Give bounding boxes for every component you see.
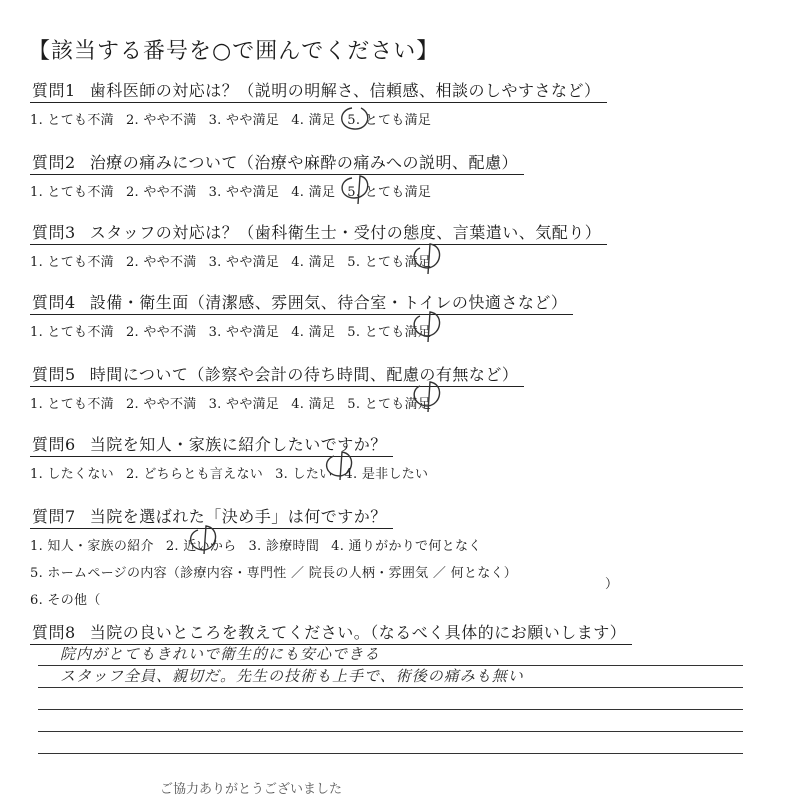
option-5[interactable]: 5. ホームページの内容（診療内容・専門性 ／ 院長の人柄・雰囲気 ／ 何となく） [30, 566, 518, 581]
option-1[interactable]: 1. とても不満 [30, 397, 114, 412]
answer-line-5[interactable] [38, 732, 743, 754]
handwritten-answer-2: スタッフ全員、親切だ。先生の技術も上手で、術後の痛みも無い [60, 667, 524, 685]
question-text: 治療の痛みについて（治療や麻酔の痛みへの説明、配慮） [89, 153, 519, 172]
options [30, 321, 573, 340]
question-3 [30, 220, 607, 270]
option-4[interactable]: 4. 通りがかりで何となく [331, 539, 482, 554]
option-3[interactable]: 3. 診療時間 [248, 539, 320, 554]
options-row-1 [30, 535, 517, 554]
options [30, 393, 524, 412]
page-title: 【該当する番号を○で囲んでください】 [28, 39, 440, 64]
question-6 [30, 432, 440, 482]
question-number: 質問4 [32, 293, 76, 312]
option-2[interactable]: 2. どちらとも言えない [125, 467, 264, 482]
option-5[interactable]: 5. とても満足 [347, 397, 432, 412]
answer-line-1[interactable] [38, 644, 743, 666]
question-number: 質問7 [32, 507, 76, 526]
question-number: 質問3 [32, 223, 76, 242]
option-4[interactable]: 4. 満足 [291, 255, 336, 270]
question-4 [30, 290, 573, 340]
option-3[interactable]: 3. やや満足 [208, 397, 280, 412]
option-4[interactable]: 4. 是非したい [344, 467, 429, 482]
option-2[interactable]: 2. やや不満 [125, 185, 197, 200]
option-4[interactable]: 4. 満足 [291, 325, 336, 340]
handwritten-answer-1: 院内がとてもきれいで衛生的にも安心できる [60, 645, 381, 663]
option-1[interactable]: 1. したくない [30, 467, 114, 482]
question-8 [30, 620, 632, 645]
question-number: 質問2 [32, 153, 76, 172]
question-text: 当院の良いところを教えてください。（なるべく具体的にお願いします） [89, 623, 627, 642]
options [30, 181, 524, 200]
option-3[interactable]: 3. したい [275, 467, 333, 482]
question-7 [30, 504, 517, 608]
option-1[interactable]: 1. とても不満 [30, 255, 114, 270]
question-number: 質問8 [32, 623, 76, 642]
question-5 [30, 362, 524, 412]
answer-line-2[interactable] [38, 666, 743, 688]
question-number: 質問6 [32, 435, 76, 454]
question-2 [30, 150, 524, 200]
answer-line-3[interactable] [38, 688, 743, 710]
question-text: 設備・衛生面（清潔感、雰囲気、待合室・トイレの快適さなど） [89, 293, 568, 312]
other-close-paren: ） [605, 577, 619, 592]
options [30, 463, 440, 482]
option-5[interactable]: 5. とても満足 [347, 185, 432, 200]
question-text: 当院を知人・家族に紹介したいですか？ [89, 435, 387, 454]
answer-lines [38, 644, 743, 754]
option-3[interactable]: 3. やや満足 [208, 325, 280, 340]
option-3[interactable]: 3. やや満足 [208, 255, 280, 270]
option-3[interactable]: 3. やや満足 [208, 185, 280, 200]
options [30, 251, 607, 270]
option-1[interactable]: 1. とても不満 [30, 325, 114, 340]
option-3[interactable]: 3. やや満足 [208, 113, 280, 128]
option-2[interactable]: 2. やや不満 [125, 397, 197, 412]
options [30, 109, 607, 128]
option-5[interactable]: 5. とても満足 [347, 113, 432, 128]
question-number: 質問1 [32, 81, 76, 100]
option-4[interactable]: 4. 満足 [291, 185, 336, 200]
option-4[interactable]: 4. 満足 [291, 113, 336, 128]
question-text: 当院を選ばれた「決め手」は何ですか？ [89, 507, 387, 526]
option-1[interactable]: 1. とても不満 [30, 113, 114, 128]
footer-text: ご協力ありがとうございました [160, 782, 343, 797]
question-text: スタッフの対応は？（歯科衛生士・受付の態度、言葉遣い、気配り） [89, 223, 602, 242]
option-6-other[interactable]: 6. その他（ [30, 593, 101, 608]
question-text: 歯科医師の対応は？（説明の明解さ、信頼感、相談のしやすさなど） [89, 81, 601, 100]
option-5[interactable]: 5. とても満足 [347, 325, 432, 340]
question-text: 時間について（診察や会計の待ち時間、配慮の有無など） [89, 365, 519, 384]
option-5[interactable]: 5. とても満足 [347, 255, 432, 270]
option-4[interactable]: 4. 満足 [291, 397, 336, 412]
option-2[interactable]: 2. 近いから [165, 539, 237, 554]
option-1[interactable]: 1. 知人・家族の紹介 [30, 539, 154, 554]
option-2[interactable]: 2. やや不満 [125, 255, 197, 270]
answer-line-4[interactable] [38, 710, 743, 732]
question-number: 質問5 [32, 365, 76, 384]
option-1[interactable]: 1. とても不満 [30, 185, 114, 200]
option-2[interactable]: 2. やや不満 [125, 113, 197, 128]
question-1 [30, 78, 607, 128]
option-2[interactable]: 2. やや不満 [125, 325, 197, 340]
